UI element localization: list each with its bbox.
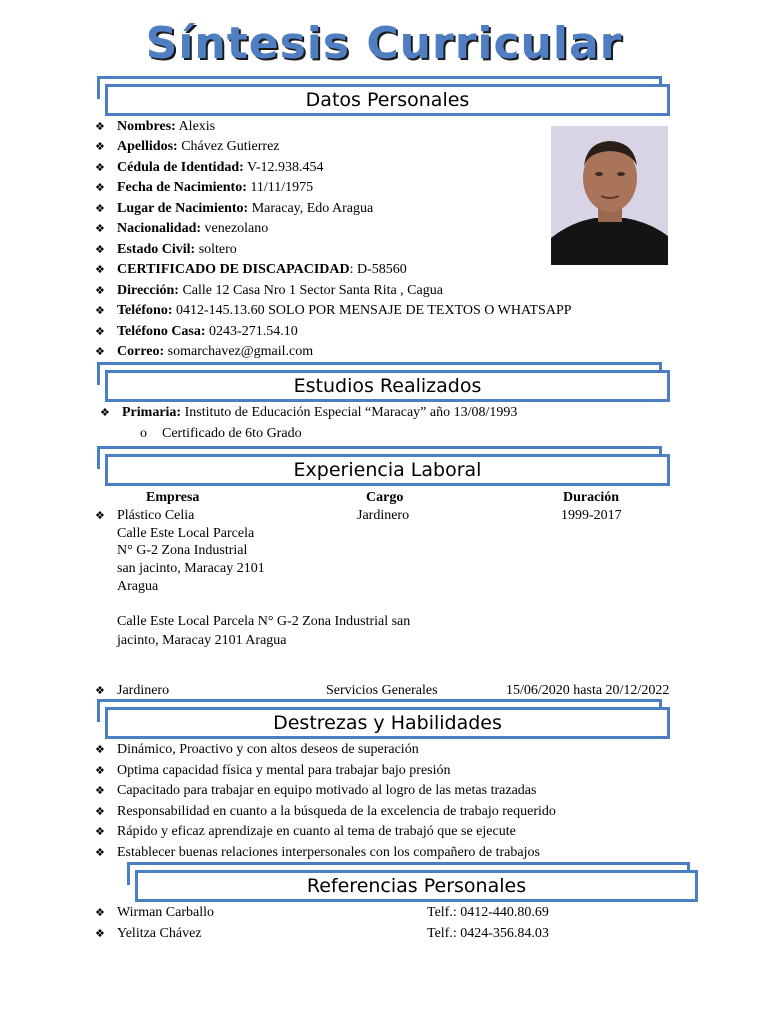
list-item: ❖ Nombres: Alexis (95, 117, 215, 137)
section-header-personal (97, 76, 670, 116)
bullet-icon: ❖ (95, 325, 105, 338)
bullet-icon: ❖ (95, 684, 105, 697)
list-item: ❖ Optima capacidad física y mental para trabajar bajo presión (95, 761, 451, 781)
bullet-icon: ❖ (95, 263, 105, 276)
person-portrait-icon (551, 126, 668, 265)
bullet-icon: ❖ (95, 345, 105, 358)
bullet-icon: ❖ (95, 222, 105, 235)
bullet-icon: ❖ (95, 764, 105, 777)
section-header-skills (97, 699, 670, 739)
section-header-experience (97, 446, 670, 486)
bullet-icon: ❖ (95, 202, 105, 215)
list-item: ❖ Fecha de Nacimiento: 11/11/1975 (95, 178, 313, 198)
column-header-company: Empresa (146, 490, 200, 505)
bullet-icon: ❖ (95, 927, 105, 940)
bullet-icon: ❖ (95, 140, 105, 153)
list-item: ❖ Rápido y eficaz aprendizaje en cuanto al tema de trabajó que se ejecute (95, 822, 516, 842)
bullet-icon: ❖ (95, 284, 105, 297)
list-item: ❖ Dirección: Calle 12 Casa Nro 1 Sector Santa Rita , Cagua (95, 281, 443, 301)
profile-photo (551, 126, 668, 265)
list-item: ❖ Responsabilidad en cuanto a la búsqueda de la excelencia de trabajo requerido (95, 802, 556, 822)
bullet-icon: ❖ (95, 161, 105, 174)
section-header-references (127, 862, 698, 902)
reference-phone: Telf.: 0424-356.84.03 (427, 926, 549, 941)
list-item: ❖ Lugar de Nacimiento: Maracay, Edo Aragua (95, 199, 373, 219)
bullet-icon: ❖ (95, 743, 105, 756)
circle-bullet-icon: o (140, 426, 147, 441)
job-role: Servicios Generales (326, 683, 438, 698)
reference-phone: Telf.: 0412-440.80.69 (427, 905, 549, 920)
bullet-icon: ❖ (95, 825, 105, 838)
list-item: ❖ Yelitza Chávez (95, 924, 202, 944)
section-title: Estudios Realizados (105, 370, 670, 402)
list-item: ❖ Dinámico, Proactivo y con altos deseos de superación (95, 740, 419, 760)
bullet-icon: ❖ (95, 784, 105, 797)
job-role: Jardinero (357, 508, 410, 523)
company-address: Aragua (117, 579, 159, 594)
job-duration: 15/06/2020 hasta 20/12/2022 (506, 683, 670, 698)
table-row (95, 507, 117, 525)
company-address: Calle Este Local Parcela (117, 526, 255, 541)
list-item: o Certificado de 6to Grado (140, 424, 302, 444)
bullet-icon: ❖ (95, 243, 105, 256)
bullet-icon: ❖ (95, 304, 105, 317)
list-item: ❖ Nacionalidad: venezolano (95, 219, 268, 239)
bullet-icon: ❖ (95, 906, 105, 919)
company-address: N° G-2 Zona Industrial (117, 543, 248, 558)
list-item: ❖ Apellidos: Chávez Gutierrez (95, 137, 280, 157)
bullet-icon: ❖ (100, 406, 110, 419)
address-paragraph: jacinto, Maracay 2101 Aragua (117, 633, 287, 648)
section-title: Experiencia Laboral (105, 454, 670, 486)
list-item: ❖ Primaria: Instituto de Educación Especial “Maracay” año 13/08/1993 (100, 403, 517, 423)
section-title: Destrezas y Habilidades (105, 707, 670, 739)
section-title: Datos Personales (105, 84, 670, 116)
list-item: ❖ Capacitado para trabajar en equipo motivado al logro de las metas trazadas (95, 781, 536, 801)
list-item: ❖ Teléfono Casa: 0243-271.54.10 (95, 322, 298, 342)
company-address: san jacinto, Maracay 2101 (117, 561, 265, 576)
list-item: ❖ Cédula de Identidad: V-12.938.454 (95, 158, 324, 178)
bullet-icon: ❖ (95, 181, 105, 194)
section-header-studies (97, 362, 670, 402)
list-item: ❖ Teléfono: 0412-145.13.60 SOLO POR MENSAJE DE TEXTOS O WHATSAPP (95, 301, 572, 321)
list-item: ❖ CERTIFICADO DE DISCAPACIDAD: D-58560 (95, 260, 407, 280)
list-item: ❖ Wirman Carballo (95, 903, 214, 923)
table-row: ❖ Jardinero (95, 683, 170, 698)
address-paragraph: Calle Este Local Parcela N° G-2 Zona Industrial san (117, 614, 411, 629)
bullet-icon: ❖ (95, 120, 105, 133)
column-header-duration: Duración (563, 490, 619, 505)
section-title: Referencias Personales (135, 870, 698, 902)
page-title: Síntesis Curricular (145, 18, 623, 69)
list-item: ❖ Establecer buenas relaciones interpersonales con los compañero de trabajos (95, 843, 540, 863)
job-duration: 1999-2017 (561, 508, 622, 523)
list-item: ❖ Correo: somarchavez@gmail.com (95, 342, 313, 362)
bullet-icon: ❖ (95, 509, 105, 522)
list-item: ❖ Estado Civil: soltero (95, 240, 237, 260)
company-name: Plástico Celia (117, 508, 195, 523)
column-header-role: Cargo (366, 490, 404, 505)
bullet-icon: ❖ (95, 805, 105, 818)
bullet-icon: ❖ (95, 846, 105, 859)
